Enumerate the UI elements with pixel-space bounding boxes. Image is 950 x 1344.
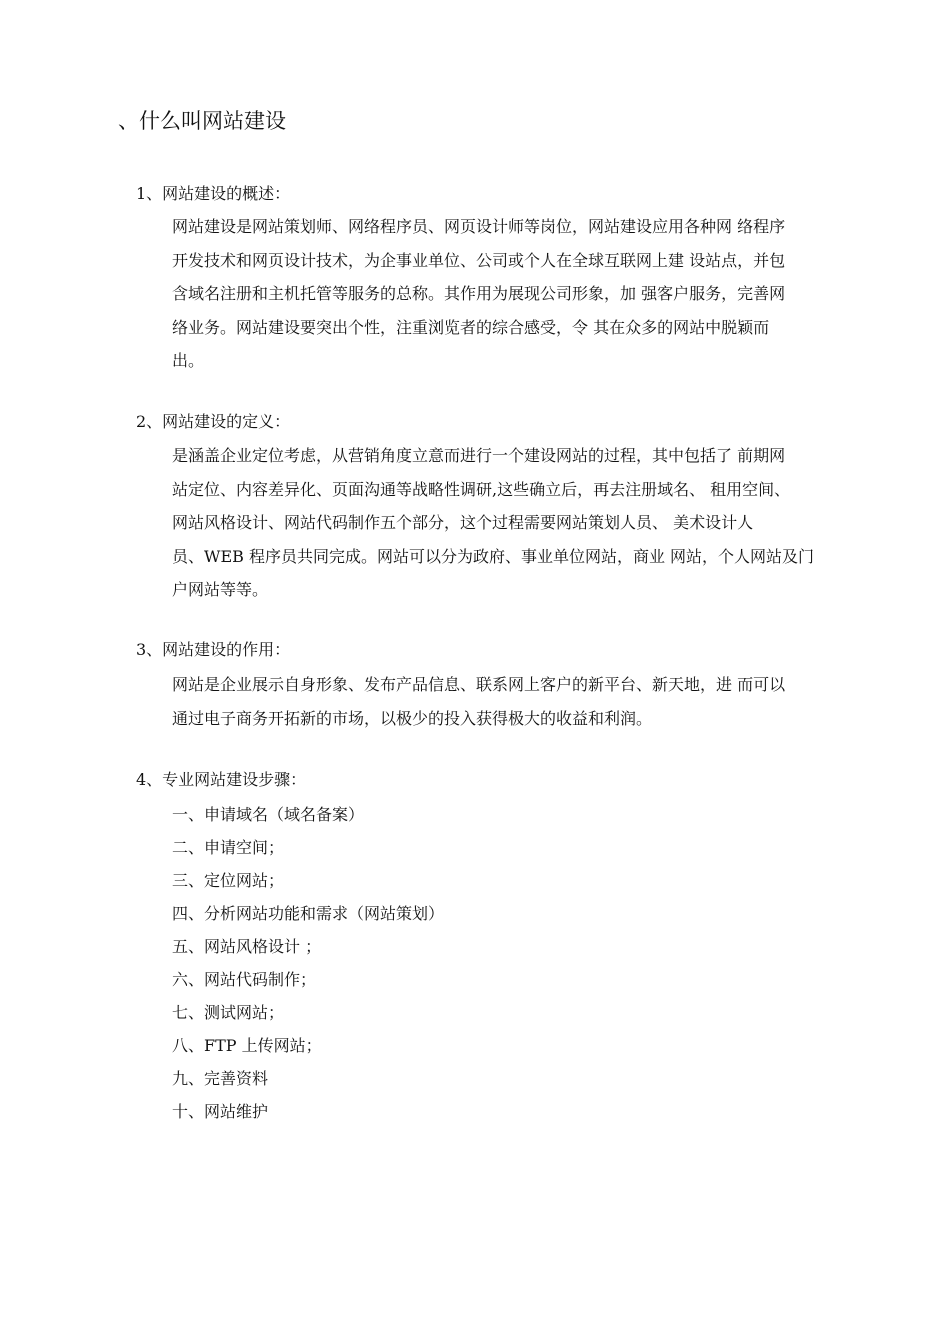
paragraph-line: 通过电子商务开拓新的市场，以极少的投入获得极大的收益和利润。 [172, 708, 653, 728]
steps-list [172, 798, 444, 1128]
step-item: 七、测试网站； [172, 1003, 285, 1022]
section-body-function [172, 668, 884, 735]
paragraph-line: 络业务。网站建设要突出个性，注重浏览者的综合感受，令 其在众多的网站中脱颖而 [172, 317, 770, 337]
section-heading-overview: 1、网站建设的概述： [136, 184, 291, 203]
section-body-overview [172, 210, 884, 378]
step-item: 六、网站代码制作； [172, 970, 317, 989]
paragraph-line: 网站建设是网站策划师、网络程序员、网页设计师等岗位，网站建设应用各种网 络程序 [172, 217, 786, 236]
paragraph-line: 网站是企业展示自身形象、发布产品信息、联系网上客户的新平台、新天地，进 而可以 [172, 675, 786, 694]
step-item: 十、网站维护 [172, 1102, 269, 1121]
step-item: 八、FTP 上传网站； [172, 1036, 322, 1055]
paragraph-line: 网站风格设计、网站代码制作五个部分，这个过程需要网站策划人员、 美术设计人 [172, 513, 754, 532]
step-item: 二、申请空间； [172, 838, 285, 857]
paragraph-line: 含域名注册和主机托管等服务的总称。其作用为展现公司形象，加 强客户服务，完善网 [172, 284, 786, 303]
section-heading-definition: 2、网站建设的定义： [136, 412, 291, 431]
document-title: 、什么叫网站建设 [118, 109, 286, 133]
section-heading-steps: 4、专业网站建设步骤： [136, 770, 307, 789]
paragraph-line: 户网站等等。 [172, 580, 269, 599]
paragraph-line: 开发技术和网页设计技术，为企事业单位、公司或个人在全球互联网上建 设站点，并包 [172, 250, 786, 270]
paragraph-line: 站定位、内容差异化、页面沟通等战略性调研,这些确立后，再去注册域名、 租用空间、 [172, 479, 791, 499]
paragraph-line: 员、WEB 程序员共同完成。网站可以分为政府、事业单位网站，商业 网站，个人网站及门 [172, 546, 815, 566]
step-item: 三、定位网站； [172, 871, 285, 890]
paragraph-line: 是涵盖企业定位考虑，从营销角度立意而进行一个建设网站的过程，其中包括了 前期网 [172, 446, 786, 465]
paragraph-line: 出。 [172, 351, 205, 370]
step-item: 五、网站风格设计 ； [172, 937, 322, 956]
step-item: 一、申请域名（域名备案） [172, 805, 365, 824]
section-heading-function: 3、网站建设的作用： [136, 640, 291, 659]
step-item: 九、完善资料 [172, 1069, 269, 1088]
step-item: 四、分析网站功能和需求（网站策划） [172, 904, 445, 923]
section-body-definition [172, 439, 884, 607]
